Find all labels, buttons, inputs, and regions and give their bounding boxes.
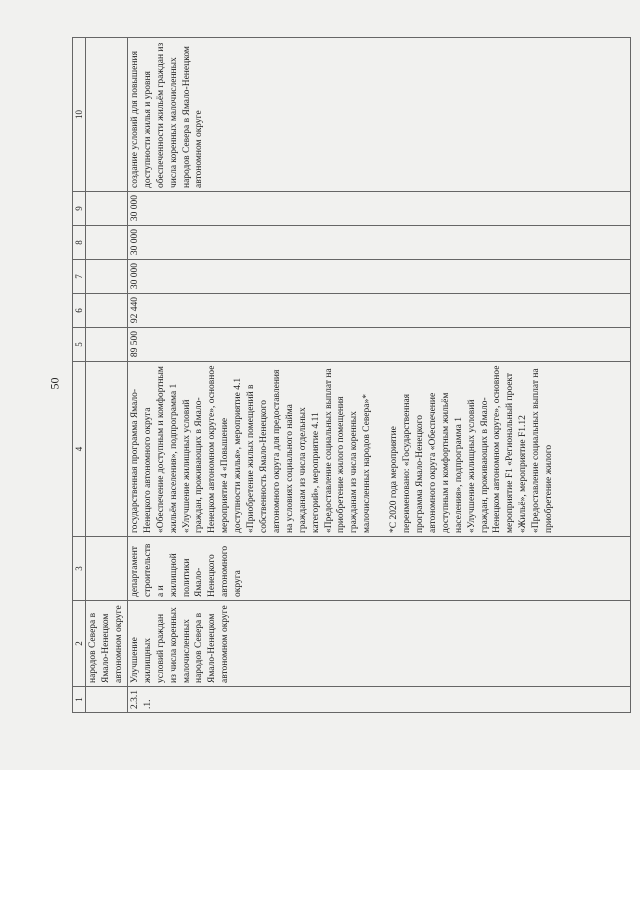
- col-header: 10: [73, 38, 86, 192]
- col-header: 5: [73, 328, 86, 362]
- col-header: 1: [73, 687, 86, 713]
- table-cell: [86, 192, 128, 226]
- col-header: 7: [73, 260, 86, 294]
- value-col6: 92 440: [127, 294, 630, 328]
- table-cell: [86, 226, 128, 260]
- row-name: Улучшение жилищных условий граждан из числа коренных малочисленных народов Севера в Ямало-Ненецком автономном округе: [127, 601, 630, 687]
- value-col8: 30 000: [127, 226, 630, 260]
- program-table: [72, 37, 631, 713]
- table-cell: [86, 362, 128, 537]
- col-header: 9: [73, 192, 86, 226]
- table-cell: [86, 537, 128, 601]
- carry-over-row: [86, 38, 128, 713]
- row-executor: департамент строительства и жилищной политики Ямало-Ненецкого автономного округа: [127, 537, 630, 601]
- row-code: 2.3.1.1.: [127, 687, 630, 713]
- table-cell: [86, 687, 128, 713]
- col-header: 8: [73, 226, 86, 260]
- program-text: государственная программа Ямало-Ненецкого автономного округа «Обеспечение доступным и комфортным жильём населения», подпрограмма 1 «Улучшение жилищных условий граждан, проживающих в Ямало-Ненецком автономном округе», основное мероприятие 4 «Повышение доступности жилья», мероприятие 4.1 «Приобретение жилых помещений в собственность Ямало-Ненецкого автономного округа для предоставления на условиях социального найма гражданам из числа отдельных категорий», мероприятие 4.11 «Предоставление социальных выплат на приобретение жилого помещения гражданам из числа коренных малочисленных народов Севера»*: [129, 365, 373, 533]
- header-row: [73, 38, 86, 713]
- table-cell: народов Севера в Ямало-Ненецком автономном округе: [86, 601, 128, 687]
- table-cell: [86, 294, 128, 328]
- col-header: 3: [73, 537, 86, 601]
- row-program: [127, 362, 630, 537]
- value-col5: 89 500: [127, 328, 630, 362]
- value-col9: 30 000: [127, 192, 630, 226]
- table-cell: [86, 328, 128, 362]
- col-header: 2: [73, 601, 86, 687]
- col-header: 4: [73, 362, 86, 537]
- table-cell: [86, 260, 128, 294]
- value-col7: 30 000: [127, 260, 630, 294]
- program-footnote: *С 2020 года мероприятие переименовано: «Государственная программа Ямало-Ненецкого автономного округа «Обеспечение доступным и комфортным жильём населения», подпрограмма 1 «Улучшение жилищных условий граждан, проживающих в Ямало-Ненецком автономном округе», основное мероприятие F1 «Региональный проект «Жильё», мероприятие F1.12 «Предоставление социальных выплат на приобретение жилого: [389, 365, 555, 533]
- row-result: создание условий для повышения доступности жилья и уровня обеспеченности жильём граждан из числа коренных малочисленных народов Севера в Ямало-Ненецком автономном округе: [127, 38, 630, 192]
- page-number: 50: [47, 377, 62, 390]
- table-cell: [86, 38, 128, 192]
- table-row: [127, 38, 630, 713]
- col-header: 6: [73, 294, 86, 328]
